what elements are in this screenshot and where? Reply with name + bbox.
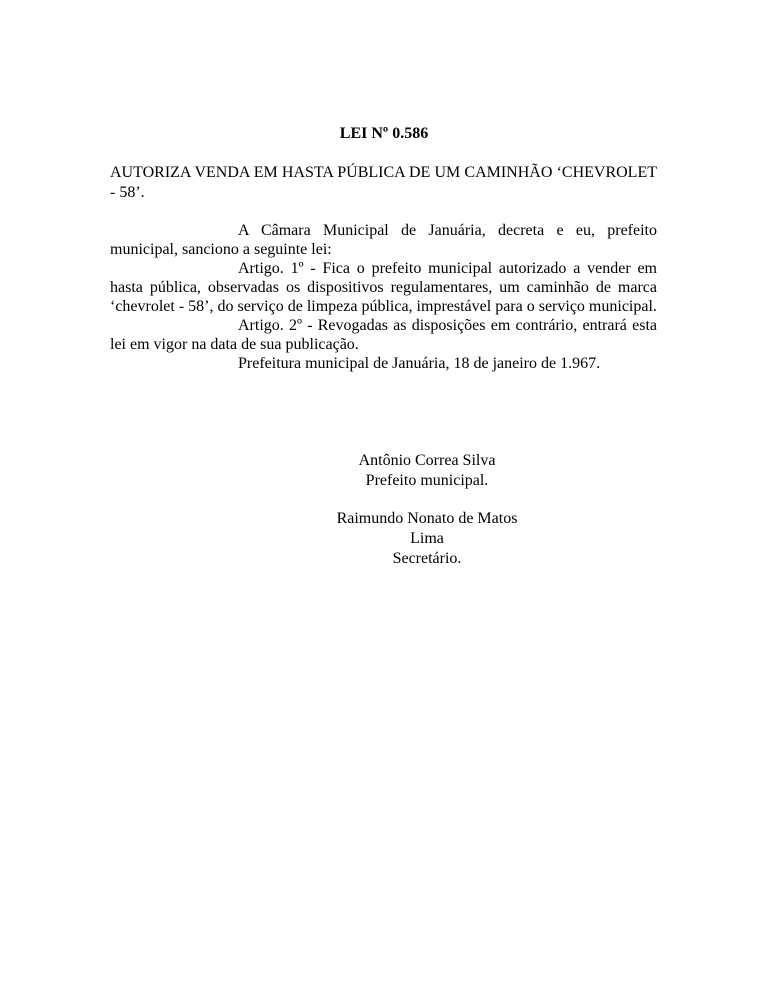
signature-mayor — [322, 451, 532, 491]
law-subject: AUTORIZA VENDA EM HASTA PÚBLICA DE UM CAMINHÃO ‘CHEVROLET - 58’. — [110, 164, 657, 201]
signature-name: Raimundo Nonato de Matos Lima — [336, 510, 518, 547]
law-body — [110, 221, 657, 373]
article-1-paragraph: Artigo. 1º - Fica o prefeito municipal autorizado a vender em hasta pública, observadas os dispositivos regulamentares, um caminhão de marca ‘chevrolet - 58’, do serviço de limpeza pública, imprestável para o serviço municipal. — [110, 260, 657, 315]
signatures — [322, 451, 532, 587]
date-paragraph: Prefeitura municipal de Januária, 18 de janeiro de 1.967. — [238, 355, 601, 372]
signature-name: Antônio Correa Silva — [358, 452, 496, 469]
signature-role: Secretário. — [392, 550, 462, 567]
signature-role: Prefeito municipal. — [365, 472, 489, 489]
signature-secretary — [322, 509, 532, 569]
preamble-paragraph: A Câmara Municipal de Januária, decreta e eu, prefeito municipal, sanciono a seguinte lei: — [110, 222, 657, 258]
law-title: LEI Nº 0.586 — [339, 125, 429, 142]
article-2-paragraph: Artigo. 2º - Revogadas as disposições em contrário, entrará esta lei em vigor na data de sua publicação. — [110, 317, 657, 353]
